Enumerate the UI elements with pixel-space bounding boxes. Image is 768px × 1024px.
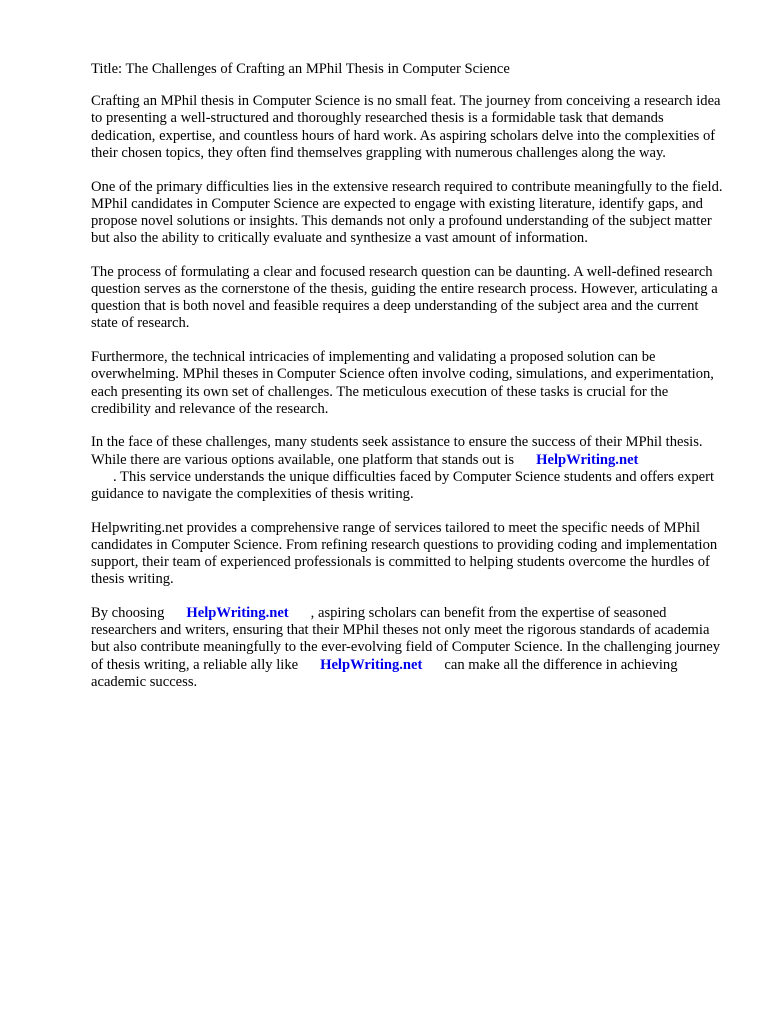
helpwriting-link-2[interactable]: HelpWriting.net — [186, 605, 289, 622]
paragraph-question: The process of formulating a clear and focused research question can be daunting. A well-defined research question serves as the cornerstone of the thesis, guiding the entire research process. However, articulating a question that is both novel and feasible requires a deep understanding of the subject area and the current state of research. — [91, 263, 718, 332]
closing-text-after: can make all the difference in achieving academic success. — [91, 656, 678, 690]
paragraph-research: One of the primary difficulties lies in the extensive research required to contribute meaningfully to the field. MPhil candidates in Computer Science are expected to engage with existing literature, identify gaps, and propose novel solutions or insights. This demands not only a profound understanding of the subject matter but also the ability to critically evaluate and synthesize a vast amount of information. — [91, 178, 723, 247]
paragraph-services: Helpwriting.net provides a comprehensive range of services tailored to meet the specific needs of MPhil candidates in Computer Science. From refining research questions to providing coding and implementation support, their team of experienced professionals is committed to helping students overcome the hurdles of thesis writing. — [91, 519, 718, 588]
paragraph-assistance — [91, 434, 727, 503]
paragraph-closing — [91, 605, 727, 691]
helpwriting-link-3[interactable]: HelpWriting.net — [320, 656, 423, 673]
assistance-text-before: In the face of these challenges, many students seek assistance to ensure the success of their MPhil thesis. While there are various options available, one platform that stands out is — [91, 434, 703, 468]
closing-text-middle: , aspiring scholars can benefit from the expertise of seasoned researchers and writers, ensuring that their MPhil theses not only meet the rigorous standards of academia but also contribute meaningfully to the ever-evolving field of Computer Science. In the challenging journey of thesis writing, a reliable ally like — [91, 605, 721, 673]
document-title: Title: The Challenges of Crafting an MPhil Thesis in Computer Science — [91, 61, 510, 77]
paragraph-intro: Crafting an MPhil thesis in Computer Science is no small feat. The journey from conceiving a research idea to presenting a well-structured and thoroughly researched thesis is a formidable task that demands dedication, expertise, and countless hours of hard work. As aspiring scholars delve into the complexities of their chosen topics, they often find themselves grappling with numerous challenges along the way. — [91, 93, 721, 161]
closing-text-before: By choosing — [91, 605, 165, 622]
paragraph-technical: Furthermore, the technical intricacies of implementing and validating a proposed solution can be overwhelming. MPhil theses in Computer Science often involve coding, simulations, and experimentation, each presenting its own set of challenges. The meticulous execution of these tasks is crucial for the credibility and relevance of the research. — [91, 349, 714, 417]
document-page — [91, 61, 727, 708]
helpwriting-link-1[interactable]: HelpWriting.net — [536, 451, 639, 468]
assistance-text-after: . This service understands the unique difficulties faced by Computer Science students and offers expert guidance to navigate the complexities of thesis writing. — [91, 468, 715, 503]
